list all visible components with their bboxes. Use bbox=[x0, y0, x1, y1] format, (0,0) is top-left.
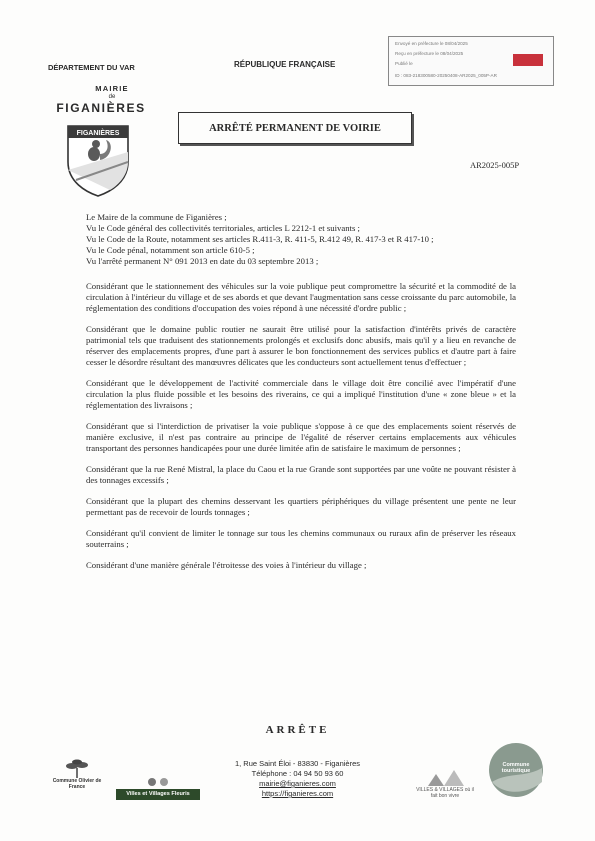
considerant-paragraph: Considérant d'une manière générale l'étroitesse des voies à l'intérieur du village ; bbox=[86, 560, 367, 570]
commune-name: FIGANIÈRES bbox=[56, 101, 146, 115]
considerant-paragraph: Considérant que le développement de l'activité commerciale dans le village doit être concilié avec l'impératif d'une circulation la plus fluide possible et les besoins des riverains, ce qui a impliqué l'institution d'une « zone bleue » et la réglementation des livraisons ; bbox=[86, 378, 516, 410]
footer-phone: Téléphone : 04 94 50 93 60 bbox=[251, 769, 344, 778]
footer-website-link[interactable]: https://figanieres.com bbox=[261, 789, 334, 798]
flowers-icon bbox=[116, 775, 200, 789]
olive-tree-icon bbox=[52, 759, 102, 779]
considerant-paragraph: Considérant que le domaine public routier ne saurait être utilisé pour la satisfaction d'intérêts privés de caractère patrimonial tels que traduisent des stationnements prolongés et exclusifs donc abusifs, mais qu'il y a lieu en revanche de réserver des emplacements propres, d'une part à assurer le bon fonctionnement des services publics et d'autre part à faire cesser le désordre résultant des manœuvres délicates que les conducteurs sont actuellement tenus d'effectuer ; bbox=[86, 324, 516, 367]
vu-line: Vu le Code de la Route, notamment ses articles R.411-3, R. 411-5, R.412 49, R. 417-3 et R 417-10 ; bbox=[86, 234, 434, 244]
villes-villages-fleuris-text: Villes et Villages Fleuris bbox=[116, 789, 200, 800]
footer-address: 1, Rue Saint Éloi - 83830 - Figanières bbox=[234, 759, 361, 768]
villes-villages-fleuris-logo bbox=[116, 775, 200, 807]
vu-line: Vu le Code général des collectivités territoriales, articles L 2212-1 et suivants ; bbox=[86, 223, 360, 233]
commune-olivier-logo bbox=[52, 759, 102, 803]
considerant-paragraph: Considérant que la plupart des chemins desservant les quartiers périphériques du village présentent une pente ne leur permettant pas de recevoir de lourds tonnages ; bbox=[86, 496, 516, 517]
shield-label: FIGANIÈRES bbox=[76, 130, 120, 137]
considerant-paragraph: Considérant qu'il convient de limiter le tonnage sur tous les chemins communaux ou ruraux afin de préserver les réseaux souterrains ; bbox=[86, 528, 516, 549]
stamp-received-line: Reçu en préfecture le 08/04/2025 bbox=[395, 51, 464, 56]
footer-email-link[interactable]: mairie@figanieres.com bbox=[259, 779, 336, 788]
mairie-word: MAIRIE bbox=[95, 84, 129, 93]
republic-label: RÉPUBLIQUE FRANÇAISE bbox=[234, 60, 336, 69]
footer-contact bbox=[200, 759, 395, 799]
stamp-badge-icon bbox=[513, 54, 543, 66]
considerant-paragraph: Considérant que la rue René Mistral, la place du Caou et la rue Grande sont supportées par une voûte ne pouvant résister à des tonnages excessifs ; bbox=[86, 464, 516, 485]
commune-touristique-logo bbox=[488, 742, 544, 798]
mairie-label bbox=[80, 84, 144, 102]
coat-of-arms-shield-icon bbox=[66, 124, 130, 198]
stamp-published-line: Publié le bbox=[395, 61, 413, 66]
commune-touristique-text: Commune touristique bbox=[501, 762, 531, 774]
considerant-paragraph: Considérant que le stationnement des véhicules sur la voie publique peut compromettre la sécurité et la commodité de la circulation à l'intérieur du village et de ses abords et que devant l'augmentation sans cesse croissante du parc automobile, la réglementation des conditions d'occupation des voies répond à une nécessité d'ordre public ; bbox=[86, 281, 516, 313]
prefecture-stamp bbox=[388, 36, 554, 86]
village-de-vie-logo bbox=[414, 768, 476, 810]
vu-line: Vu l'arrêté permanent N° 091 2013 en date du 03 septembre 2013 ; bbox=[86, 256, 319, 266]
arrete-heading: ARRÊTE bbox=[265, 724, 330, 736]
document-title: ARRÊTÉ PERMANENT DE VOIRIE bbox=[178, 112, 412, 144]
document-body bbox=[86, 212, 516, 571]
department-label: DÉPARTEMENT DU VAR bbox=[48, 63, 135, 72]
de-word: de bbox=[108, 94, 116, 100]
village-icon bbox=[414, 768, 476, 788]
vu-line: Vu le Code pénal, notamment son article 610-5 ; bbox=[86, 245, 255, 255]
village-de-vie-text: VILLES & VILLAGES où il fait bon vivre bbox=[416, 787, 474, 799]
commune-olivier-text: Commune Olivier de France bbox=[52, 778, 102, 790]
stamp-id-line: ID : 083-218300580-20250408-AR2025_005P-AR bbox=[395, 73, 497, 78]
stamp-sent-line: Envoyé en préfecture le 08/04/2025 bbox=[395, 41, 468, 46]
vu-section bbox=[86, 212, 516, 267]
intro-line: Le Maire de la commune de Figanières ; bbox=[86, 212, 227, 222]
considerant-paragraph: Considérant que si l'interdiction de privatiser la voie publique s'oppose à ce que des emplacements soient réservés de manière exclusive, il n'est pas contraire au principe de l'égalité de réserver certains emplacements aux véhicules transportant des personnes handicapées pour une durée limitée afin de satisfaire le maximum de personnes ; bbox=[86, 421, 516, 453]
reference-number: AR2025-005P bbox=[470, 160, 520, 170]
